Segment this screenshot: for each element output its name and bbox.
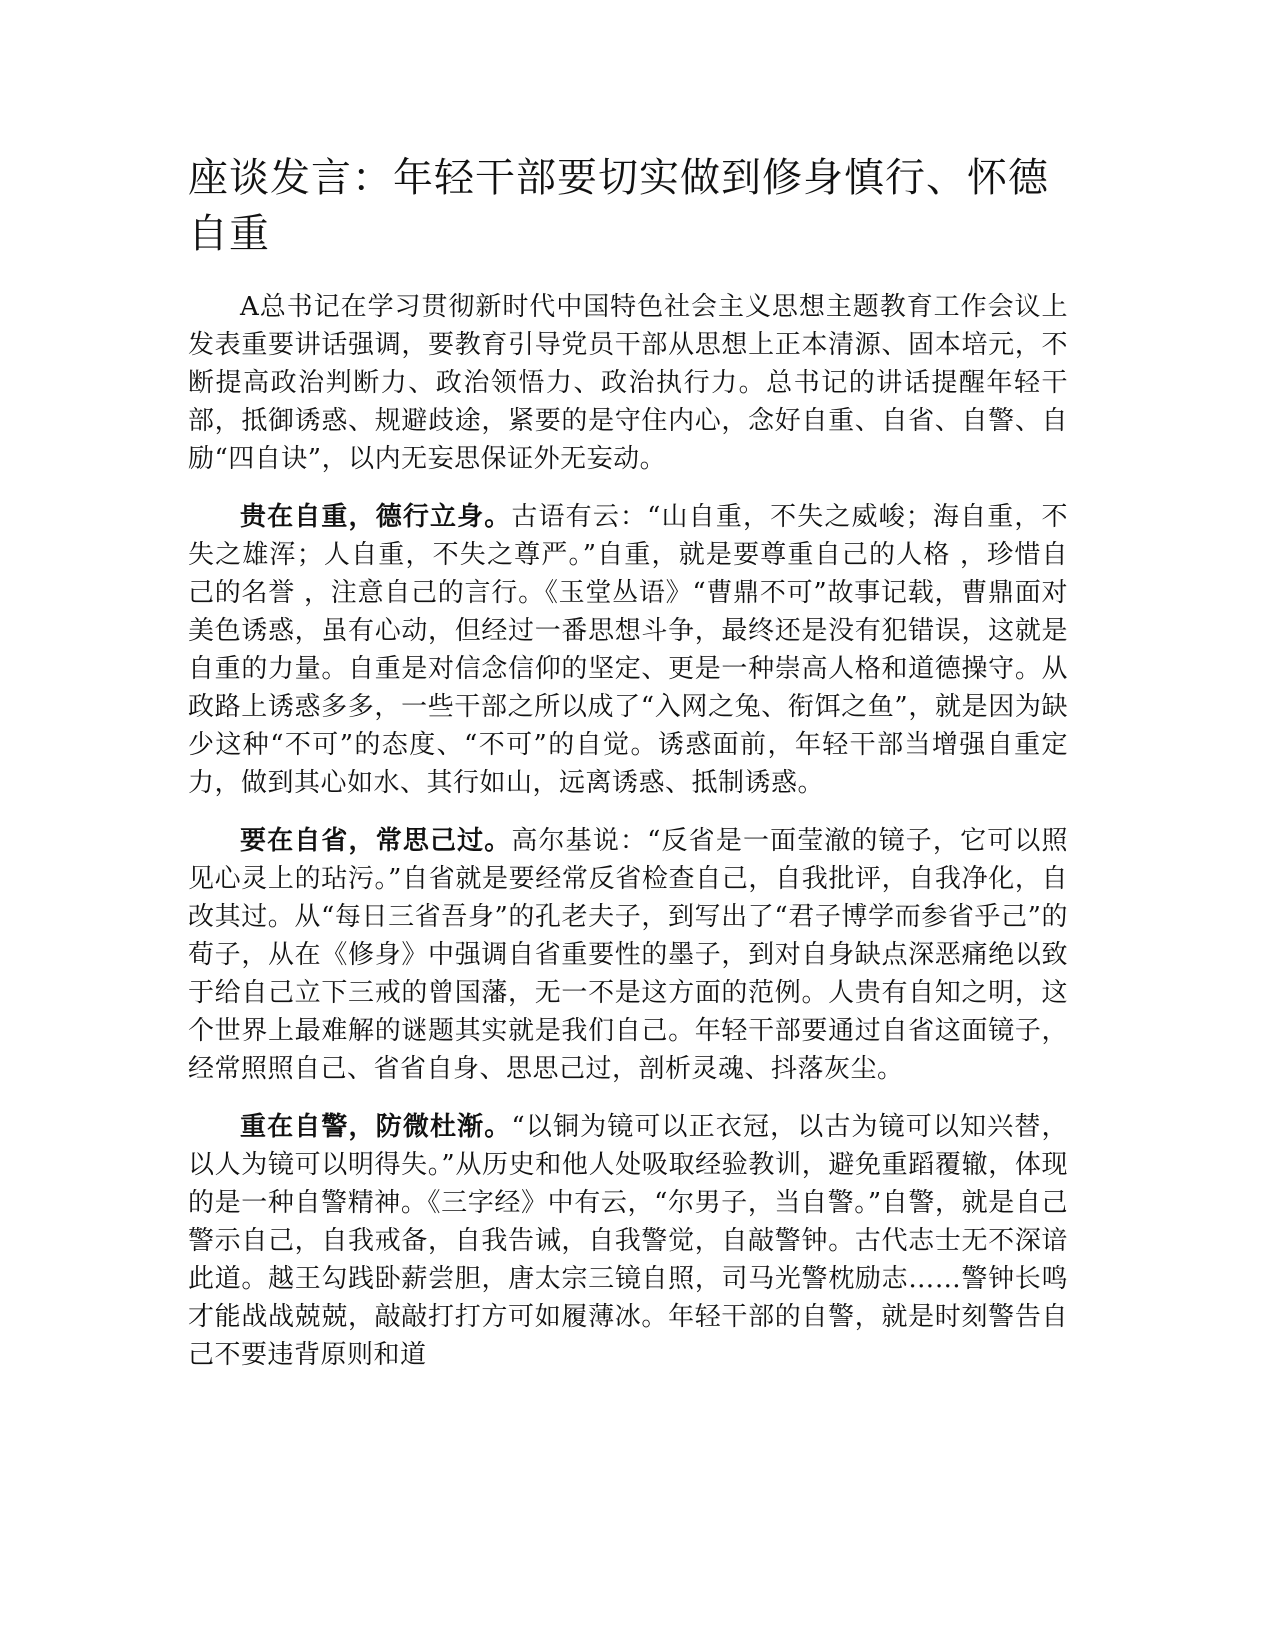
document-page [188,150,1068,1394]
section-lead: 贵在自重，德行立身。 [240,502,512,532]
section-lead: 重在自警，防微杜渐。 [240,1112,512,1142]
intro-paragraph: A总书记在学习贯彻新时代中国特色社会主义思想主题教育工作会议上发表重要讲话强调，要教育引导党员干部从思想上正本清源、固本培元，不断提高政治判断力、政治领悟力、政治执行力。总书记的讲话提醒年轻干部，抵御诱惑、规避歧途，紧要的是守住内心，念好自重、自省、自警、自励“四自诀”，以内无妄思保证外无妄动。 [188,292,1068,474]
section-body: “以铜为镜可以正衣冠，以古为镜可以知兴替，以人为镜可以明得失。”从历史和他人处吸取经验教训，避免重蹈覆辙，体现的是一种自警精神。《三字经》中有云，“尔男子，当自警。”自警，就是自己警示自己，自我戒备，自我告诫，自我警觉，自敲警钟。古代志士无不深谙此道。越王勾践卧薪尝胆，唐太宗三镜自照，司马光警枕励志……警钟长鸣才能战战兢兢，敲敲打打方可如履薄冰。年轻干部的自警，就是时刻警告自己不要违背原则和道 [188,1112,1068,1370]
section-body: 古语有云：“山自重，不失之威峻；海自重，不失之雄浑；人自重，不失之尊严。”自重，就是要尊重自己的人格 ，珍惜自己的名誉 ，注意自己的言行。《玉堂丛语》“曹鼎不可”故事记载，曹鼎面对美色诱惑，虽有心动，但经过一番思想斗争，最终还是没有犯错误，这就是自重的力量。自重是对信念信仰的坚定、更是一种崇高人格和道德操守。从政路上诱惑多多，一些干部之所以成了“入网之兔、衔饵之鱼”，就是因为缺少这种“不可”的态度、“不可”的自觉。诱惑面前，年轻干部当增强自重定力，做到其心如水、其行如山，远离诱惑、抵制诱惑。 [188,502,1068,798]
section-paragraph [188,1108,1068,1374]
document-title: 座谈发言：年轻干部要切实做到修身慎行、怀德自重 [188,155,1049,257]
section-lead: 要在自省，常思己过。 [240,826,512,856]
section-paragraph [188,498,1068,802]
section-paragraph [188,822,1068,1088]
section-body: 高尔基说：“反省是一面莹澈的镜子，它可以照见心灵上的玷污。”自省就是要经常反省检查自己，自我批评，自我净化，自改其过。从“每日三省吾身”的孔老夫子，到写出了“君子博学而参省乎己”的荀子，从在《修身》中强调自省重要性的墨子，到对自身缺点深恶痛绝以致于给自己立下三戒的曾国藩，无一不是这方面的范例。人贵有自知之明，这个世界上最难解的谜题其实就是我们自己。年轻干部要通过自省这面镜子，经常照照自己、省省自身、思思己过，剖析灵魂、抖落灰尘。 [188,826,1068,1084]
